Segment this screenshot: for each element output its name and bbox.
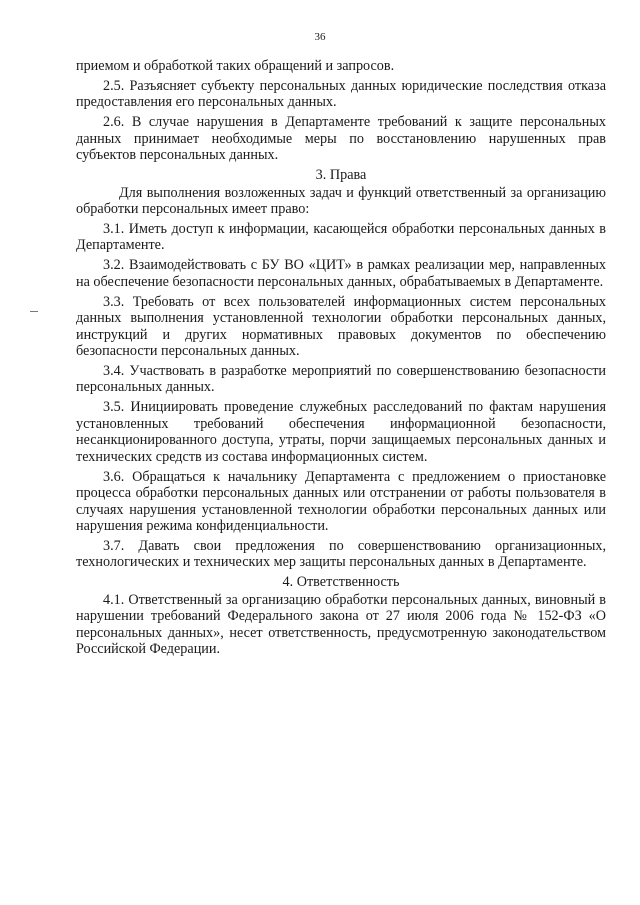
paragraph-3-3: 3.3. Требовать от всех пользователей информационных систем персональных данных выполнения установленной технологии обработки персональных данных, инструкций и других нормативных правовых документов по обеспечению безопасности персональных данных. [76, 293, 606, 360]
paragraph-2-5: 2.5. Разъясняет субъекту персональных данных юридические последствия отказа предоставления его персональных данных. [76, 78, 606, 111]
paragraph-continuation: приемом и обработкой таких обращений и запросов. [76, 58, 395, 74]
paragraph-3-2: 3.2. Взаимодействовать с БУ ВО «ЦИТ» в рамках реализации мер, направленных на обеспечение безопасности персональных данных, обрабатываемых в Департаменте. [76, 257, 606, 290]
paragraph-3-4: 3.4. Участвовать в разработке мероприятий по совершенствованию безопасности персональных данных. [76, 363, 606, 396]
paragraph-rights-intro: Для выполнения возложенных задач и функций ответственный за организацию обработки персональных имеет право: [76, 184, 606, 218]
paragraph-3-5: 3.5. Инициировать проведение служебных расследований по фактам нарушения установленных требований обеспечения информационной безопасности, несанкционированного доступа, утраты, порчи защищаемых персональных данных и технических средств из состава информационных систем. [76, 399, 606, 465]
paragraph-3-6: 3.6. Обращаться к начальнику Департамента с предложением о приостановке процесса обработки персональных данных или отстранении от работы пользователя в случаях нарушения установленной технологии обработки персональных данных или нарушения режима конфиденциальности. [76, 468, 606, 534]
document-body [76, 58, 606, 661]
section-heading-rights: 3. Права [315, 167, 367, 184]
paragraph-2-6: 2.6. В случае нарушения в Департаменте требований к защите персональных данных принимает необходимые меры по восстановлению нарушенных прав субъектов персональных данных. [76, 114, 606, 164]
paragraph-4-1: 4.1. Ответственный за организацию обработки персональных данных, виновный в нарушении требований Федерального закона от 27 июля 2006 года № 152-ФЗ «О персональных данных», несет ответственность, предусмотренную законодательством Российской Федерации. [76, 591, 606, 657]
paragraph-3-1: 3.1. Иметь доступ к информации, касающейся обработки персональных данных в Департаменте. [76, 221, 606, 254]
margin-mark [30, 311, 38, 312]
page-number: 36 [314, 31, 326, 43]
section-heading-responsibility: 4. Ответственность [282, 574, 400, 591]
paragraph-3-7: 3.7. Давать свои предложения по совершенствованию организационных, технологических и технических мер защиты персональных данных в Департаменте. [76, 537, 606, 571]
